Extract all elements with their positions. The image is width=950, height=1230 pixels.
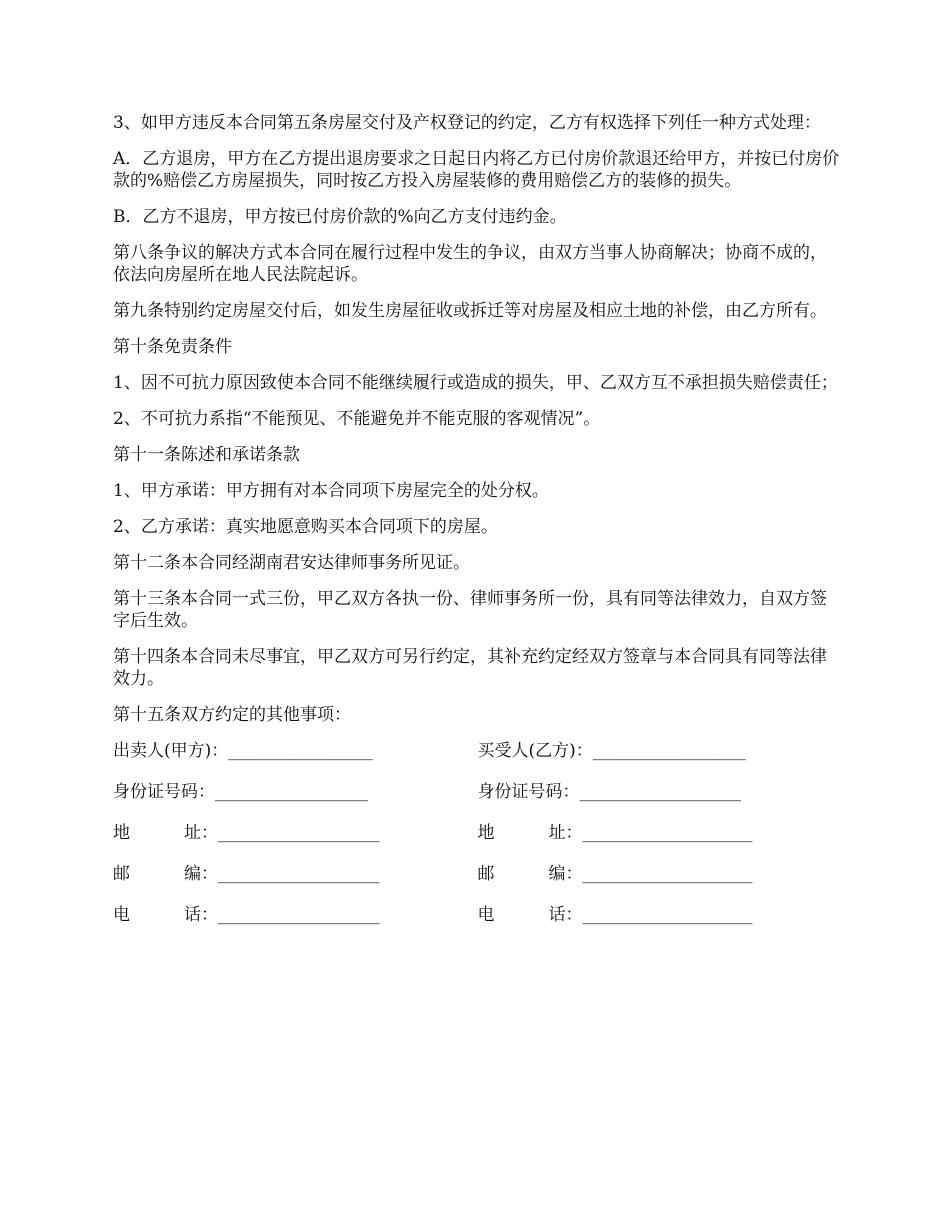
article-10-item-1: 1、因不可抗力原因致使本合同不能继续履行或造成的损失，甲、乙双方互不承担损失赔偿责任； [113,373,838,393]
seller-postcode-field: 邮 编：___________________ [113,864,380,884]
signature-row-party [113,740,842,762]
buyer-postcode-field: 邮 编：____________________ [477,864,753,884]
article-11-item-2: 2、乙方承诺：真实地愿意购买本合同项下的房屋。 [113,517,498,537]
article-9-special-agreement: 第九条特别约定房屋交付后，如发生房屋征收或拆迁等对房屋及相应土地的补偿，由乙方所有。 [113,301,827,321]
buyer-phone-field: 电 话：____________________ [477,905,753,925]
seller-address-field: 地 址：___________________ [113,823,380,843]
article-11-item-1: 1、甲方承诺：甲方拥有对本合同项下房屋完全的处分权。 [113,481,549,501]
seller-phone-field: 电 话：___________________ [113,905,380,925]
signature-block [113,740,842,926]
option-b-keep-house: B．乙方不退房，甲方按已付房价款的%向乙方支付违约金。 [113,207,567,227]
signature-row-id-number [113,781,842,803]
signature-row-postcode [113,863,842,885]
article-11-heading: 第十一条陈述和承诺条款 [113,445,300,465]
buyer-address-field: 地 址：____________________ [477,823,753,843]
clause-3-breach-delivery: 3、如甲方违反本合同第五条房屋交付及产权登记的约定，乙方有权选择下列任一种方式处理： [113,113,821,133]
article-14-supplement: 第十四条本合同未尽事宜，甲乙双方可另行约定，其补充约定经双方签章与本合同具有同等法律效力。 [113,647,827,689]
seller-id-number-field: 身份证号码：__________________ [113,782,368,802]
article-13-copies: 第十三条本合同一式三份，甲乙双方各执一份、律师事务所一份，具有同等法律效力，自双方签字后生效。 [113,589,827,631]
article-12-witness: 第十二条本合同经湖南君安达律师事务所见证。 [113,553,470,573]
signature-row-phone [113,904,842,926]
article-10-item-2: 2、不可抗力系指“不能预见、不能避免并不能克服的客观情况”。 [113,409,601,429]
article-8-dispute-resolution: 第八条争议的解决方式本合同在履行过程中发生的争议，由双方当事人协商解决；协商不成的，依法向房屋所在地人民法院起诉。 [113,243,827,285]
seller-party-field: 出卖人(甲方)：_________________ [113,741,373,761]
buyer-id-number-field: 身份证号码：___________________ [477,782,741,802]
article-15-other-matters: 第十五条双方约定的其他事项： [113,705,351,725]
signature-row-address [113,822,842,844]
option-a-return-house: A．乙方退房，甲方在乙方提出退房要求之日起日内将乙方已付房价款退还给甲方，并按已付房价款的%赔偿乙方房屋损失，同时按乙方投入房屋装修的费用赔偿乙方的装修的损失。 [113,149,840,191]
buyer-party-field: 买受人(乙方)：__________________ [477,741,746,761]
article-10-heading: 第十条免责条件 [113,337,232,357]
